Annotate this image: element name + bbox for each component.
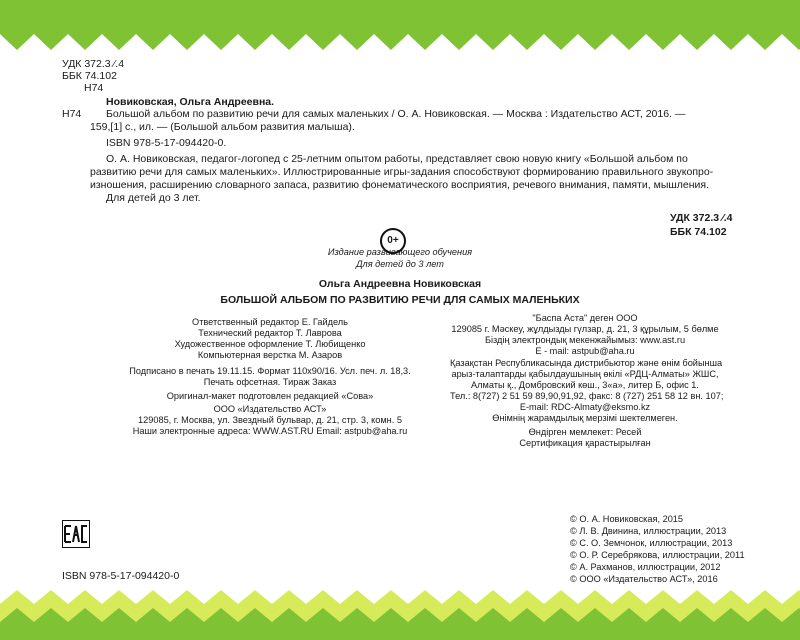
- annotation-line-4: Для детей до 3 лет.: [106, 192, 201, 204]
- kz-line-12: Сертификация қарастырылған: [519, 438, 651, 448]
- udk-code-right: УДК 372.3 ⁄.4: [670, 212, 733, 224]
- copyright-line-6: © ООО «Издательство АСТ», 2016: [570, 574, 718, 584]
- top-zigzag-band: [0, 0, 800, 52]
- kz-line-10: Өнімнің жарамдылық мерзімі шектелмеген.: [492, 413, 678, 423]
- annotation-line-3: изношения, расширению словарного запаса, развитию фонематического восприятия, речевого внимания, памяти, мышления.: [90, 179, 710, 191]
- udk-code: УДК 372.3 ⁄.4: [62, 58, 125, 70]
- author-sign: Н74: [84, 82, 104, 94]
- biblio-line-2: 159,[1] с., ил. — (Большой альбом развития малыша).: [90, 121, 355, 133]
- edition-type: Издание развивающего обучения: [327, 247, 473, 257]
- kz-line-1: "Баспа Аста" деген ООО: [532, 313, 638, 323]
- copyright-line-3: © С. О. Земчонок, иллюстрации, 2013: [570, 538, 733, 548]
- credit-line-4: Компьютерная верстка М. Азаров: [197, 350, 343, 360]
- kz-line-2: 129085 г. Мәскеу, жұлдызды гүлзар, д. 21, 3 құрылым, 5 бөлме: [451, 324, 719, 334]
- kz-line-4: E - mail: astpub@aha.ru: [535, 346, 635, 356]
- credit-line-3: Художественное оформление Т. Любищенко: [174, 339, 366, 349]
- kz-line-6: арыз-талаптарды қабылдаушының өкілі «РДЦ-Алматы» ЖШС,: [451, 369, 719, 379]
- kz-line-11: Өндірген мемлекет: Ресей: [528, 427, 642, 437]
- kz-line-9: E-mail: RDC-Almaty@eksmo.kz: [519, 402, 651, 412]
- biblio-code: Н74: [62, 108, 82, 120]
- biblio-line-1: Большой альбом по развитию речи для самых маленьких / О. А. Новиковская. — Москва : Издательство АСТ, 2016. —: [106, 108, 686, 120]
- kz-line-3: Біздің электрондық мекенжайымыз: www.ast.ru: [484, 335, 686, 345]
- copyright-line-5: © А. Рахманов, иллюстрации, 2012: [570, 562, 721, 572]
- print-line-4: ООО «Издательство АСТ»: [213, 404, 327, 414]
- eac-mark-icon: [62, 520, 90, 548]
- age-rating-badge: 0+: [380, 228, 406, 254]
- copyright-line-1: © О. А. Новиковская, 2015: [570, 514, 684, 524]
- bbk-code-right: ББК 74.102: [670, 226, 727, 238]
- edition-age: Для детей до 3 лет: [356, 259, 444, 269]
- annotation-line-1: О. А. Новиковская, педагог-логопед с 25-летним опытом работы, представляет свою новую книгу «Большой альбом по: [106, 153, 688, 165]
- footer-isbn: ISBN 978-5-17-094420-0: [62, 570, 180, 582]
- copyright-line-2: © Л. В. Двинина, иллюстрации, 2013: [570, 526, 727, 536]
- print-line-3: Оригинал-макет подготовлен редакцией «Сова»: [166, 391, 374, 401]
- credit-line-1: Ответственный редактор Е. Гайдель: [192, 317, 348, 327]
- print-line-5: 129085, г. Москва, ул. Звездный бульвар, д. 21, стр. 3, комн. 5: [138, 415, 402, 425]
- print-line-6: Наши электронные адреса: WWW.AST.RU Email: astpub@aha.ru: [132, 426, 408, 436]
- author-heading: Новиковская, Ольга Андреевна.: [106, 96, 275, 108]
- kz-line-5: Қазақстан Республикасында дистрибьютор және өнім бойынша: [450, 358, 723, 368]
- bottom-zigzag-band: [0, 578, 800, 640]
- edition-author: Ольга Андреевна Новиковская: [318, 278, 482, 290]
- kz-line-8: Тел.: 8(727) 2 51 59 89,90,91,92, факс: 8 (727) 251 58 12 вн. 107;: [450, 391, 724, 401]
- credit-line-2: Технический редактор Т. Лаврова: [198, 328, 342, 338]
- annotation-line-2: развитию речи для самых маленьких». Иллюстрированные игры-задания способствуют формированию правильного звукопро-: [90, 166, 714, 178]
- bbk-code: ББК 74.102: [62, 70, 117, 82]
- kz-line-7: Алматы қ., Домбровский көш., 3«а», литер Б, офис 1.: [471, 380, 699, 390]
- print-line-1: Подписано в печать 19.11.15. Формат 110х90/16. Усл. печ. л. 18,3.: [129, 366, 411, 376]
- copyright-line-4: © О. Р. Серебрякова, иллюстрации, 2011: [570, 550, 745, 560]
- print-line-2: Печать офсетная. Тираж Заказ: [203, 377, 337, 387]
- biblio-isbn: ISBN 978-5-17-094420-0.: [106, 137, 227, 149]
- edition-title: БОЛЬШОЙ АЛЬБОМ ПО РАЗВИТИЮ РЕЧИ ДЛЯ САМЫХ МАЛЕНЬКИХ: [220, 294, 580, 306]
